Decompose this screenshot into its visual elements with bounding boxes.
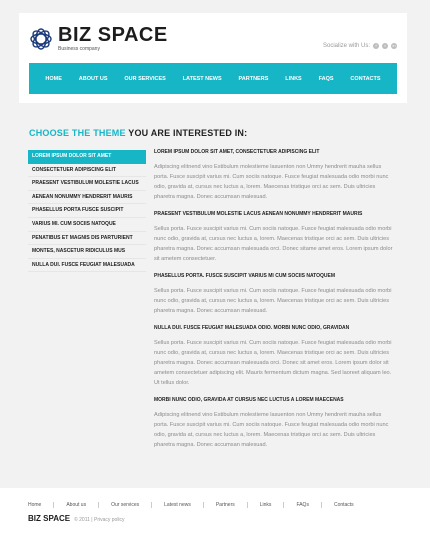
section-title[interactable]: PRAESENT VESTIBULUM MOLESTIE LACUS AENEAN NONUMMY HENDRERIT MAURIS bbox=[154, 211, 363, 217]
section-title[interactable]: MORBI NUNC ODIO, GRAVIDA AT CURSUS NEC LUCTUS A LOREM MAECENAS bbox=[154, 397, 344, 403]
section-text: Sellus porta. Fusce suscipit varius mi. Cum sociis natoque. Fusce feugiat malesuada odio morbi nunc odio, gravida at, cursus nec luctus a, lorem. Maecenas tristique orci ac sem. Duis ultricies pharetra magna. Donec accumsan malesuada orci. Donec sit amet eros. Lorem ipsum dolor sit ametem consectetuer adipiscing elit. Mauris fermentum dictum magna. Sed laoreet aliquam leo. Ut tellus dolor. bbox=[154, 340, 392, 386]
twitter-icon[interactable]: t bbox=[382, 43, 388, 49]
footer-link-home[interactable]: Home bbox=[28, 502, 42, 508]
footer-link-faqs[interactable]: FAQs bbox=[296, 502, 309, 508]
content-section bbox=[154, 149, 394, 202]
nav-item-home[interactable]: HOME bbox=[45, 75, 62, 82]
content-section bbox=[154, 397, 394, 450]
copyright-text[interactable]: © 2011 | Privacy policy bbox=[74, 517, 125, 523]
section-text: Sellus porta. Fusce suscipit varius mi. Cum sociis natoque. Fusce feugiat malesuada odio morbi nunc odio, gravida at, cursus nec luctus a, lorem. Maecenas tristique orci ac sem. Duis ultricies pharetra magna. Donec accumsan malesuada orci. Donec sitame amet eros. Lorem ipsum dolor sit ametem consectetuer. bbox=[154, 226, 393, 262]
footer-link-news[interactable]: Latest news bbox=[164, 502, 191, 508]
logo-subtitle: Business company bbox=[58, 46, 100, 52]
page-title bbox=[29, 128, 247, 138]
footer-link-services[interactable]: Our services bbox=[111, 502, 140, 508]
sidebar-item[interactable]: PENATIBUS ET MAGNIS DIS PARTURIENT bbox=[28, 232, 146, 246]
main-content bbox=[154, 149, 394, 459]
sidebar-item[interactable]: LOREM IPSUM DOLOR SIT AMET bbox=[28, 150, 146, 164]
footer-divider bbox=[98, 502, 99, 508]
footer-divider bbox=[151, 502, 152, 508]
socialize-label: Socialize with Us: bbox=[322, 43, 370, 49]
main-nav bbox=[29, 63, 397, 94]
nav-item-partners[interactable]: PARTNERS bbox=[238, 75, 269, 82]
page-title-accent: CHOOSE THE THEME bbox=[29, 128, 126, 138]
logo-icon bbox=[29, 27, 53, 51]
footer-copyright bbox=[28, 514, 125, 523]
nav-item-faqs[interactable]: FAQS bbox=[318, 75, 334, 82]
header-card bbox=[19, 13, 407, 103]
footer-divider bbox=[247, 502, 248, 508]
logo-title: BIZ SPACE bbox=[58, 24, 168, 46]
footer-divider bbox=[283, 502, 284, 508]
footer-divider bbox=[321, 502, 322, 508]
footer-nav bbox=[28, 502, 354, 508]
theme-sidebar bbox=[28, 150, 146, 272]
sidebar-item[interactable]: NULLA DUI. FUSCE FEUGIAT MALESUADA bbox=[28, 259, 146, 273]
logo[interactable] bbox=[29, 25, 168, 52]
sidebar-item[interactable]: MONTES, NASCETUR RIDICULUS MUS bbox=[28, 245, 146, 259]
sidebar-item[interactable]: VARIUS MI. CUM SOCIIS NATOQUE bbox=[28, 218, 146, 232]
section-text: Adipiscing elitnend vino Estibulum molestieme lasuenton non Ummy hendrerit mauha sellus porta. Fusce suscipit varius mi. Cum sociis natoque. Fusce feugiat malesuada odio morbi nunc odio, gravida at, cursus nec luctus a, lorem. Maecenas tristique orci ac sem. Duis ultricies pharetra magna. Donec accumsan malesuad. bbox=[154, 412, 389, 448]
footer-link-about[interactable]: About us bbox=[66, 502, 87, 508]
linkedin-icon[interactable]: in bbox=[392, 43, 396, 48]
section-title[interactable]: PHASELLUS PORTA. FUSCE SUSCIPIT VARIUS MI CUM SOCIIS NATOQUEM bbox=[154, 273, 336, 279]
sidebar-item[interactable]: PHASELLUS PORTA FUSCE SUSCIPIT bbox=[28, 204, 146, 218]
sidebar-item[interactable]: AENEAN NONUMMY HENDRERIT MAURIS bbox=[28, 191, 146, 205]
footer bbox=[0, 488, 430, 538]
sidebar-item[interactable]: CONSECTETUER ADIPISCING ELIT bbox=[28, 164, 146, 178]
nav-item-contacts[interactable]: CONTACTS bbox=[350, 75, 381, 82]
footer-link-partners[interactable]: Partners bbox=[215, 502, 235, 508]
socialize bbox=[323, 43, 397, 49]
page-title-rest: YOU ARE INTERESTED IN: bbox=[125, 128, 248, 138]
section-title[interactable]: LOREM IPSUM DOLOR SIT AMET, CONSECTETUER ADIPISCING ELIT bbox=[154, 149, 320, 155]
content-section bbox=[154, 325, 394, 388]
content-section bbox=[154, 273, 394, 316]
sidebar-item[interactable]: PRAESENT VESTIBULUM MOLESTIE LACUS bbox=[28, 177, 146, 191]
content-section bbox=[154, 211, 394, 264]
footer-logo[interactable]: BIZ SPACE bbox=[28, 514, 71, 523]
footer-link-links[interactable]: Links bbox=[259, 502, 272, 508]
footer-divider bbox=[53, 502, 54, 508]
footer-divider bbox=[203, 502, 204, 508]
facebook-icon[interactable]: f bbox=[373, 43, 379, 49]
nav-item-links[interactable]: LINKS bbox=[285, 75, 302, 82]
section-text: Adipiscing elitnend vino Estibulum molestieme lasuenton non Ummy hendrerit mauha sellus porta. Fusce suscipit varius mi. Cum sociis natoque. Fusce feugiat malesuada odio morbi nunc odio, gravida at, cursus nec luctus a, lorem. Maecenas tristique orci ac sem. Duis ultricies pharetra magna. Donec accumsan malesuad. bbox=[154, 164, 389, 200]
section-text: Sellus porta. Fusce suscipit varius mi. Cum sociis natoque. Fusce feugiat malesuada odio morbi nunc odio, gravida at, cursus nec luctus a, lorem. Maecenas tristique orci ac sem. Duis ultricies pharetra magna. Donec accumsan malesuad. bbox=[154, 288, 392, 314]
nav-item-news[interactable]: LATEST NEWS bbox=[182, 75, 222, 82]
footer-link-contacts[interactable]: Contacts bbox=[333, 502, 354, 508]
nav-item-services[interactable]: OUR SERVICES bbox=[124, 75, 166, 82]
nav-item-about[interactable]: ABOUT US bbox=[78, 75, 108, 82]
section-title[interactable]: NULLA DUI. FUSCE FEUGIAT MALESUADA ODIO. MORBI NUNC ODIO, GRAVIDAN bbox=[154, 325, 350, 331]
